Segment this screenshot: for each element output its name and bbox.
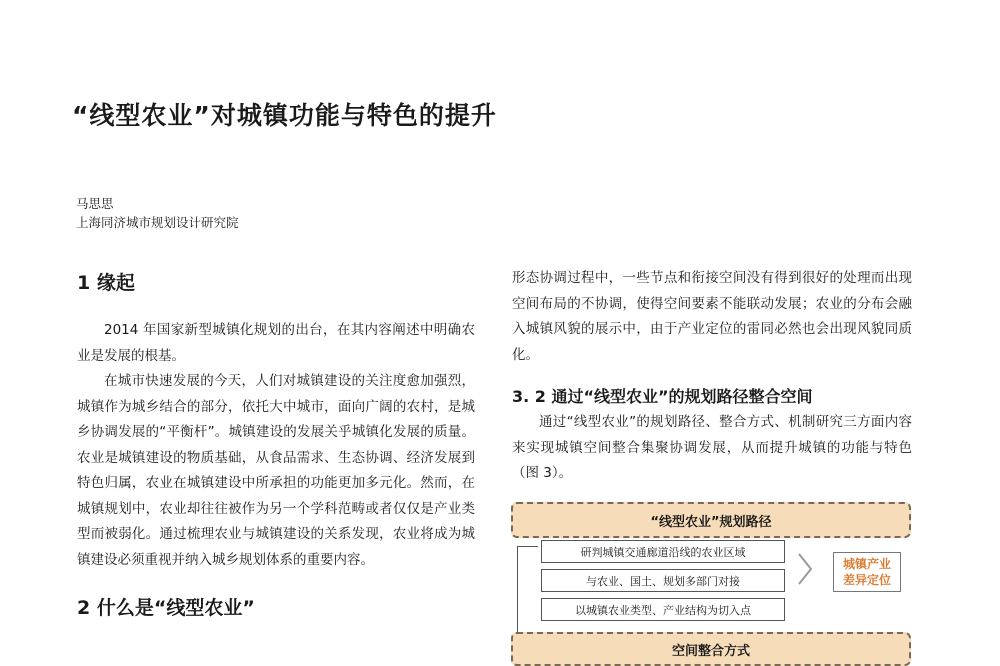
- planning-step: 与农业、国土、规划多部门对接: [541, 569, 785, 592]
- planning-step: 研判城镇交通廊道沿线的农业区域: [541, 540, 785, 563]
- author-affiliation: 上海同济城市规划设计研究院: [76, 215, 239, 230]
- result-line: 城镇产业: [842, 557, 891, 571]
- author-block: [76, 194, 239, 232]
- paragraph: 2014 年国家新型城镇化规划的出台，在其内容阐述中明确农业是发展的根基。: [77, 322, 475, 364]
- author-name: 马思思: [76, 196, 114, 211]
- paragraph: 通过“线型农业”的规划路径、整合方式、机制研究三方面内容来实现城镇空间整合集聚协调发展，从而提升城镇的功能与特色（图 3）。: [512, 414, 912, 481]
- spatial-integration-header: 空间整合方式: [511, 632, 911, 666]
- result-box: [833, 552, 901, 592]
- right-arrow-icon: [797, 552, 815, 586]
- section-3-2-heading: 3. 2 通过“线型农业”的规划路径整合空间: [512, 387, 813, 406]
- planning-step: 以城镇农业类型、产业结构为切入点: [541, 598, 785, 621]
- planning-steps: [517, 540, 787, 622]
- section-1: [77, 268, 475, 573]
- paragraph: 形态协调过程中，一些节点和衔接空间没有得到很好的处理而出现空间布局的不协调，使得空间要素不能联动发展；农业的分布会融入城镇风貌的展示中，由于产业定位的雷同必然也会出现风貌同质化。: [512, 270, 912, 363]
- planning-path-header: “线型农业”规划路径: [511, 502, 911, 538]
- right-column: [512, 266, 912, 487]
- result-line: 差异定位: [842, 573, 891, 587]
- article-title: “线型农业”对城镇功能与特色的提升: [72, 101, 497, 130]
- left-column: [77, 268, 475, 623]
- section-2-heading: 2 什么是“线型农业”: [77, 597, 255, 619]
- section-1-heading: 1 缘起: [77, 272, 135, 294]
- figure-3-diagram: [511, 502, 911, 665]
- paragraph: 在城市快速发展的今天，人们对城镇建设的关注度愈加强烈，城镇作为城乡结合的部分，依托大中城市，面向广阔的农村，是城乡协调发展的“平衡杆”。城镇建设的发展关乎城镇化发展的质量。农业是城镇建设的物质基础，从食品需求、生态协调、经济发展到特色归属，农业在城镇建设中所承担的功能更加多元化。然而，在城镇规划中，农业却往往被作为另一个学科范畴或者仅仅是产业类型而被弱化。通过梳理农业与城镇建设的关系发现，农业将成为城镇建设必须重视并纳入城乡规划体系的重要内容。: [77, 373, 475, 568]
